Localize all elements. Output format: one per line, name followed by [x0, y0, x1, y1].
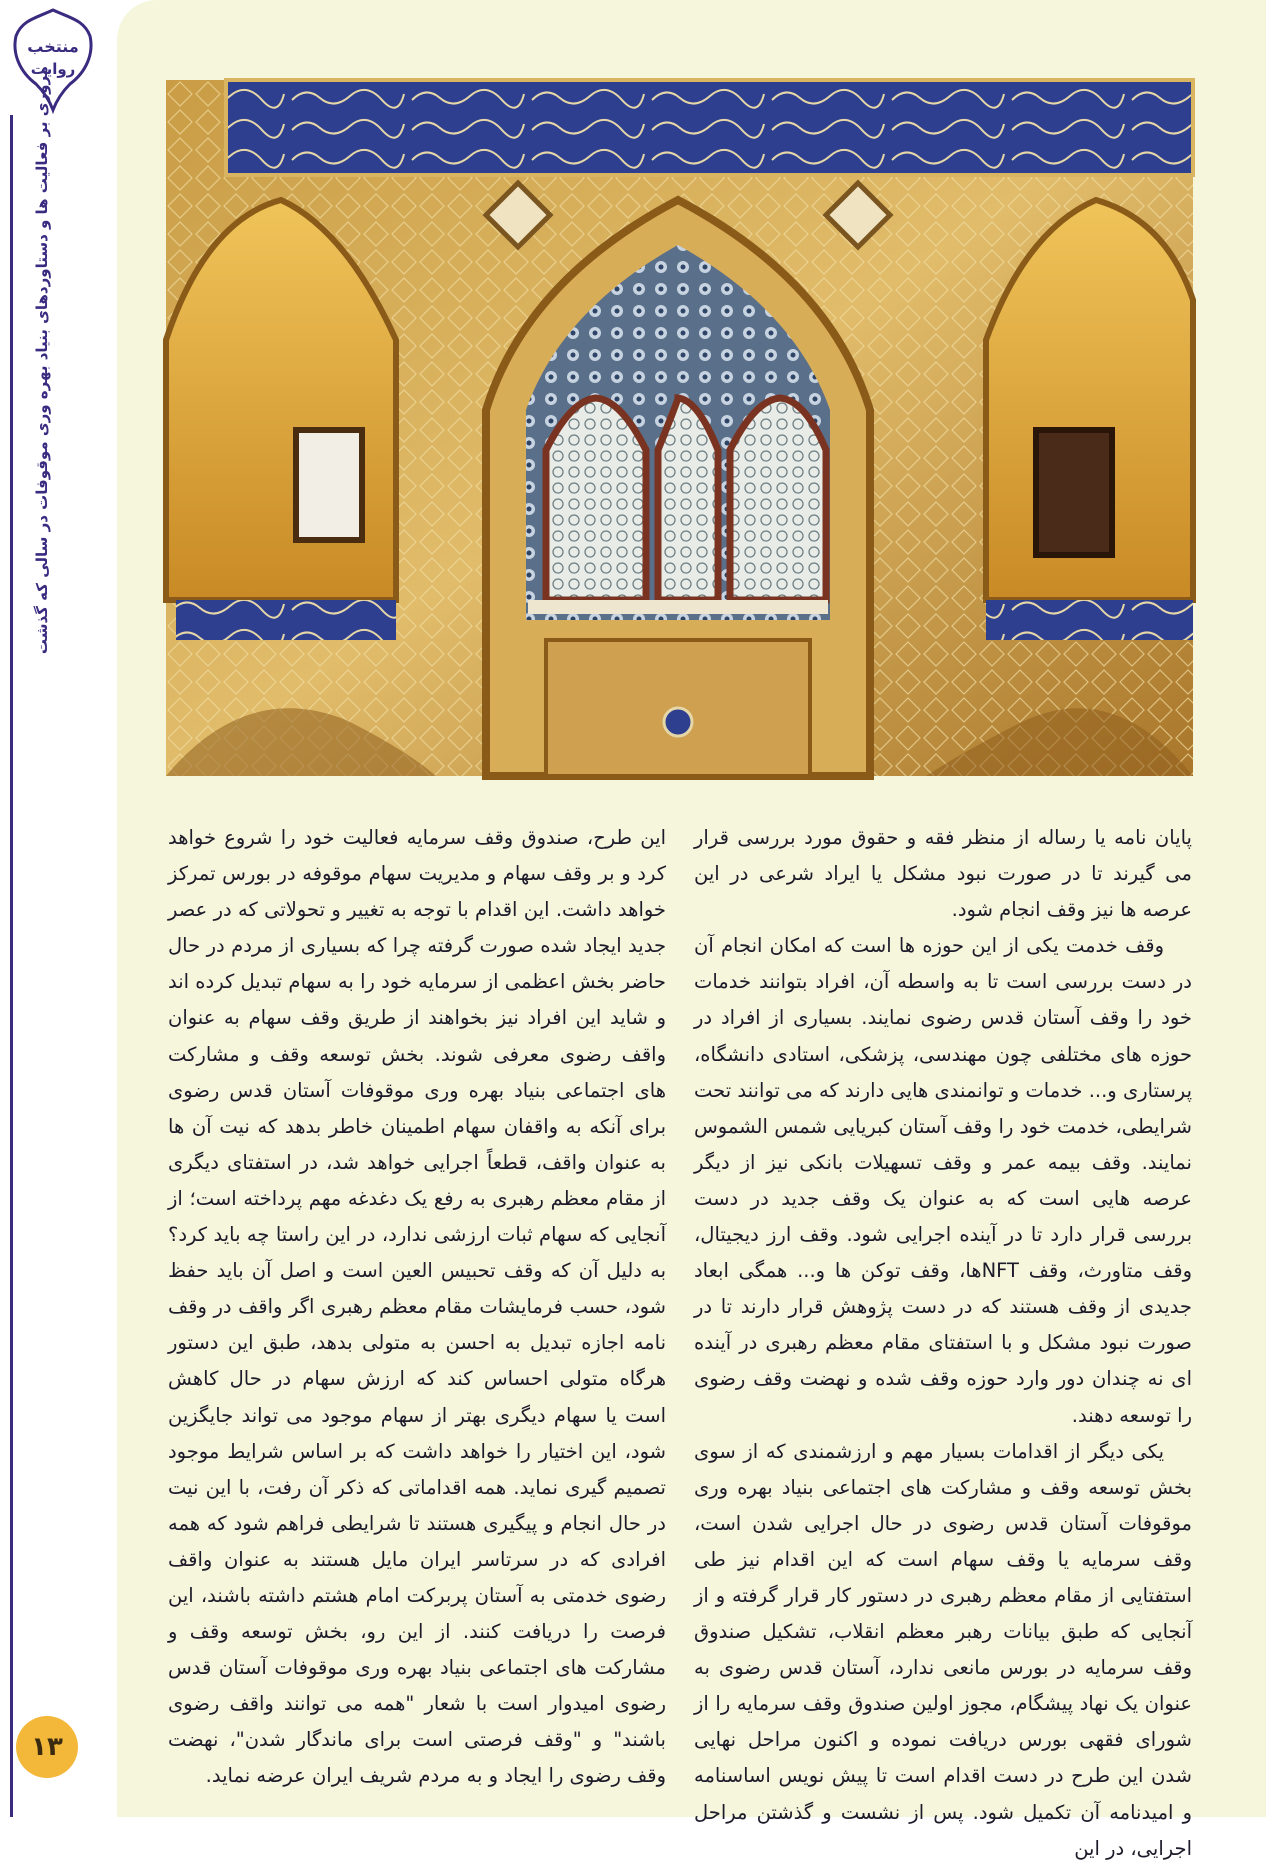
paragraph: این طرح، صندوق وقف سرمایه فعالیت خود را شروع خواهد کرد و بر وقف سهام و مدیریت سهام موقوفه در بورس تمرکز خواهد داشت. این اقدام با توجه به تغییر و تحولاتی که در عصر جدید ایجاد شده صورت گرفته چرا که بسیاری از مردم در حال حاضر بخش اعظمی از سرمایه خود را به سهام تبدیل کرده اند و شاید این افراد نیز بخواهند از طریق وقف سهام به عنوان واقف رضوی معرفی شوند. بخش توسعه وقف و مشارکت های اجتماعی بنیاد بهره وری موقوفات آستان قدس رضوی برای آنکه به واقفان سهام اطمینان خاطر بدهد که نیت آن ها به عنوان واقف، قطعاً اجرایی خواهد شد، در استفتای دیگری از مقام معظم رهبری به رفع یک دغدغه مهم پرداخته است؛ از آنجایی که سهام ثبات ارزشی ندارد، در این راستا چه باید کرد؟ به دلیل آن که وقف تحبیس العین است و اصل آن باید حفظ شود، حسب فرمایشات مقام معظم رهبری اگر واقف در وقف نامه اجازه تبدیل به احسن به متولی بدهد، طبق این دستور هرگاه متولی احساس کند که ارزش سهام در حال کاهش است یا سهام دیگری بهتر از سهام موجود می تواند جایگزین شود، این اختیار را خواهد داشت که بر اساس شرایط موجود تصمیم گیری نماید. همه اقداماتی که ذکر آن رفت، با این نیت در حال انجام و پیگیری هستند تا شرایطی فراهم شود که همه افرادی که در سرتاسر ایران مایل هستند به عنوان واقف رضوی خدمتی به آستان پربرکت امام هشتم داشته باشند، این فرصت را دریافت کنند. از این رو، بخش توسعه وقف و مشارکت های اجتماعی بنیاد بهره وری موقوفات آستان قدس رضوی امیدوار است با شعار "همه می توانند واقف رضوی باشند" و "وقف فرصتی است برای ماندگار شدن"، نهضت وقف رضوی را ایجاد و به مردم شریف ایران عرضه نماید. — [168, 826, 666, 1788]
page-number-badge — [16, 1716, 78, 1778]
svg-text:روایت: روایت — [30, 60, 76, 78]
page-number: ۱۳ — [31, 1732, 63, 1762]
paragraph: یکی دیگر از اقدامات بسیار مهم و ارزشمندی که از سوی بخش توسعه وقف و مشارکت های اجتماعی بنیاد بهره وری موقوفات آستان قدس رضوی در حال اجرایی شدن است، وقف سرمایه یا وقف سهام است که این اقدام نیز طی استفتایی از مقام معظم رهبری در دستور کار قرار گرفته و از آنجایی که طبق بیانات رهبر معظم انقلاب، تشکیل صندوق وقف سرمایه در بورس مانعی ندارد، آستان قدس رضوی به عنوان یک نهاد پیشگام، مجوز اولین صندوق وقف سرمایه را از شورای فقهی بورس دریافت نموده و اکنون مراحل نهایی شدن این طرح در دست اقدام است تا پیش نویس اساسنامه و امیدنامه آن تکمیل شود. پس از نشست و گذشتن مراحل اجرایی، در این — [694, 1439, 1192, 1860]
section-title-vertical: مروری بر فعالیت ها و دستاوردهای بنیاد بهره وری موقوفات در سالی که گذشت — [33, 65, 52, 655]
shrine-facade-photo — [166, 80, 1193, 776]
svg-text:منتخب: منتخب — [27, 37, 79, 56]
article-column-left — [168, 820, 666, 1817]
article-column-right — [694, 820, 1192, 1860]
paragraph: پایان نامه یا رساله از منظر فقه و حقوق مورد بررسی قرار می گیرند تا در صورت نبود مشکل یا ایراد شرعی در این عرصه ها نیز وقف انجام شود. — [694, 826, 1192, 922]
sidebar-rule — [10, 115, 13, 1817]
magazine-logo — [10, 6, 96, 114]
paragraph: وقف خدمت یکی از این حوزه ها است که امکان انجام آن در دست بررسی است تا به واسطه آن، افراد بتوانند خدمات خود را وقف آستان قدس رضوی نمایند. بسیاری از افراد در حوزه های مختلفی چون مهندسی، پزشکی، استادی دانشگاه، پرستاری و... خدمات و توانمندی هایی دارند که می توانند تحت شرایطی، خدمت خود را وقف آستان کبریایی شمس الشموس نمایند. وقف بیمه عمر و وقف تسهیلات بانکی نیز از دیگر عرصه هایی است که به عنوان یک وقف جدید در دست بررسی قرار دارد تا در آینده اجرایی شود. وقف ارز دیجیتال، وقف متاورث، وقف NFTها، وقف توکن ها و... همگی ابعاد جدیدی از وقف هستند که در دست پژوهش قرار دارند تا در صورت نبود مشکل و با استفتای مقام معظم رهبری در آینده ای نه چندان دور وارد حوزه وقف شده و نهضت وقف رضوی را توسعه دهند. — [694, 934, 1192, 1427]
